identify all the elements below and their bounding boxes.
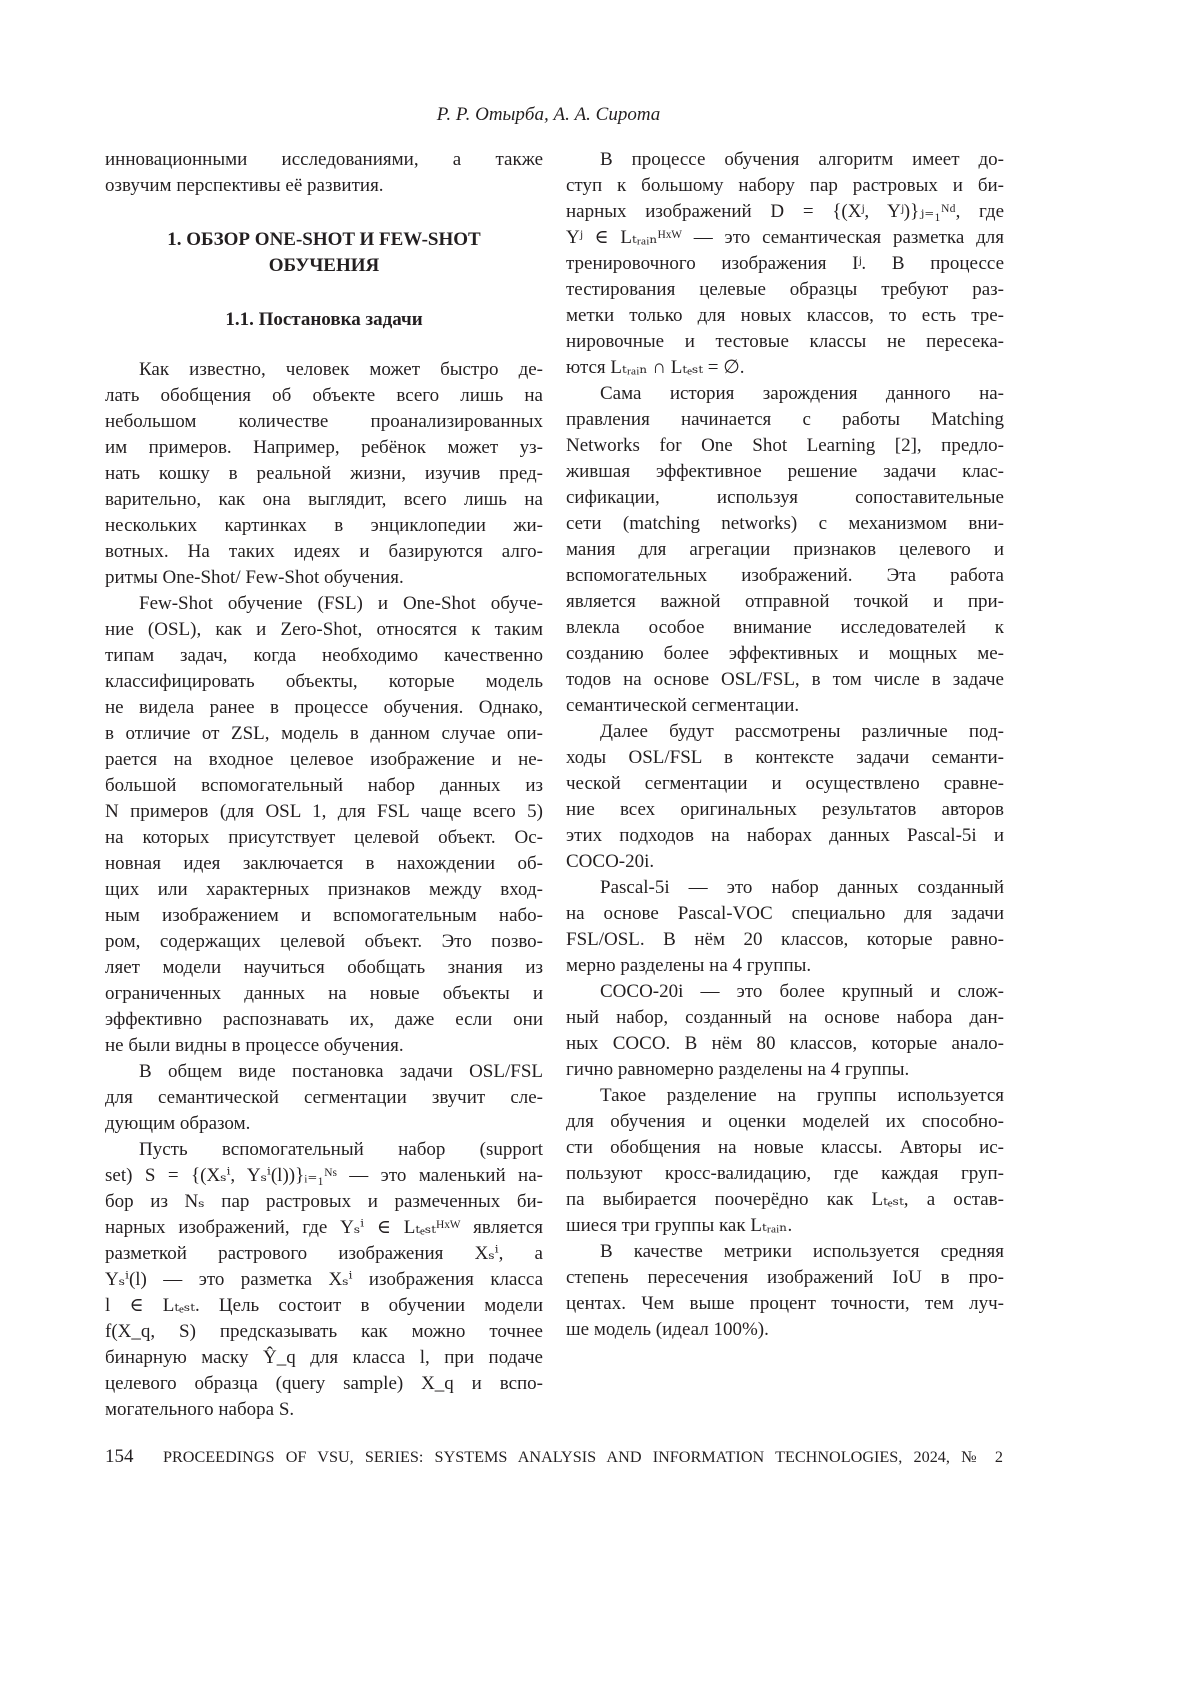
text-line: сти обобщения на новые классы. Авторы ис-: [566, 1135, 1004, 1161]
subsection-title: 1.1. Постановка задачи: [105, 307, 543, 333]
paragraph: [105, 591, 543, 1059]
text-line: степень пересечения изображений IoU в про-: [566, 1265, 1004, 1291]
paragraph: [566, 147, 1004, 381]
text-line: ритмы One-Shot/ Few-Shot обучения.: [105, 565, 543, 591]
text-line: нать кошку в реальной жизни, изучив пред-: [105, 461, 543, 487]
text-line: для семантической сегментации звучит сле-: [105, 1085, 543, 1111]
section-title-line: ОБУЧЕНИЯ: [105, 253, 543, 279]
text-line: l ∈ Lₜₑₛₜ. Цель состоит в обучении модели: [105, 1293, 543, 1319]
paragraph: [566, 875, 1004, 979]
text-line: созданию более эффективных и мощных ме-: [566, 641, 1004, 667]
text-line: вспомогательных изображений. Эта работа: [566, 563, 1004, 589]
text-line: Как известно, человек может быстро де-: [105, 357, 543, 383]
text-line: большой вспомогательный набор данных из: [105, 773, 543, 799]
text-line: set) S = {(Xₛⁱ, Yₛⁱ(l))}ᵢ₌₁ᴺˢ — это маленький на-: [105, 1163, 543, 1189]
running-head-authors: Р. Р. Отырба, А. А. Сирота: [0, 104, 1097, 126]
text-line: ный набор, созданный на основе набора дан-: [566, 1005, 1004, 1031]
text-line: правления начинается с работы Matching: [566, 407, 1004, 433]
text-line: N примеров (для OSL 1, для FSL чаще всего 5): [105, 799, 543, 825]
text-line: Такое разделение на группы используется: [566, 1083, 1004, 1109]
text-line: В качестве метрики используется средняя: [566, 1239, 1004, 1265]
text-line: щих или характерных признаков между вход-: [105, 877, 543, 903]
text-line: сети (matching networks) с механизмом вни-: [566, 511, 1004, 537]
text-line: ром, содержащих целевой объект. Это позво-: [105, 929, 543, 955]
text-line: тодов на основе OSL/FSL, в том числе в задаче: [566, 667, 1004, 693]
text-line: дующим образом.: [105, 1111, 543, 1137]
text-line: ступ к большому набору пар растровых и би-: [566, 173, 1004, 199]
text-line: метки только для новых классов, то есть тре-: [566, 303, 1004, 329]
section-title-line: 1. ОБЗОР ONE-SHOT И FEW-SHOT: [105, 227, 543, 253]
text-line: не были видны в процессе обучения.: [105, 1033, 543, 1059]
text-line: семантической сегментации.: [566, 693, 1004, 719]
page-number: 154: [105, 1446, 134, 1468]
text-line: влекла особое внимание исследователей к: [566, 615, 1004, 641]
text-line: ются Lₜᵣₐᵢₙ ∩ Lₜₑₛₜ = ∅.: [566, 355, 1004, 381]
right-column-body: [566, 147, 1004, 1343]
text-line: па выбирается поочерёдно как Lₜₑₛₜ, а остав-: [566, 1187, 1004, 1213]
paragraph: [566, 1083, 1004, 1239]
text-line: гично равномерно разделены на 4 группы.: [566, 1057, 1004, 1083]
section-title: [105, 227, 543, 279]
text-line: COCO-20i.: [566, 849, 1004, 875]
text-line: ше модель (идеал 100%).: [566, 1317, 1004, 1343]
text-line: разметкой растрового изображения Xₛⁱ, а: [105, 1241, 543, 1267]
text-line: нарных изображений D = {(Xʲ, Yʲ)}ⱼ₌₁ᴺᵈ, где: [566, 199, 1004, 225]
text-line: тренировочного изображения Iʲ. В процессе: [566, 251, 1004, 277]
text-line: эффективно распознавать их, даже если они: [105, 1007, 543, 1033]
text-line: ние (OSL), как и Zero-Shot, относятся к таким: [105, 617, 543, 643]
text-line: новная идея заключается в нахождении об-: [105, 851, 543, 877]
paragraph: [566, 1239, 1004, 1343]
text-line: тестирования целевые образцы требуют раз-: [566, 277, 1004, 303]
text-line: жившая эффективное решение задачи клас-: [566, 459, 1004, 485]
text-line: Networks for One Shot Learning [2], предло-: [566, 433, 1004, 459]
text-line: является важной отправной точкой и при-: [566, 589, 1004, 615]
text-line: инновационными исследованиями, а также: [105, 147, 543, 173]
text-line: Пусть вспомогательный набор (support: [105, 1137, 543, 1163]
text-line: им примеров. Например, ребёнок может уз-: [105, 435, 543, 461]
text-line: вотных. На таких идеях и базируются алго-: [105, 539, 543, 565]
text-line: небольшом количестве проанализированных: [105, 409, 543, 435]
text-line: Yʲ ∈ Lₜᵣₐᵢₙᴴˣᵂ — это семантическая разметка для: [566, 225, 1004, 251]
text-line: нировочные и тестовые классы не пересека-: [566, 329, 1004, 355]
text-line: на которых присутствует целевой объект. Ос-: [105, 825, 543, 851]
paragraph: [566, 719, 1004, 875]
text-line: Yₛⁱ(l) — это разметка Xₛⁱ изображения класса: [105, 1267, 543, 1293]
text-line: COCO-20i — это более крупный и слож-: [566, 979, 1004, 1005]
text-line: ограниченных данных на новые объекты и: [105, 981, 543, 1007]
left-column-body: [105, 357, 543, 1423]
text-line: в отличие от ZSL, модель в данном случае опи-: [105, 721, 543, 747]
text-line: В процессе обучения алгоритм имеет до-: [566, 147, 1004, 173]
text-line: могательного набора S.: [105, 1397, 543, 1423]
text-line: f(X_q, S) предсказывать как можно точнее: [105, 1319, 543, 1345]
text-line: типам задач, когда необходимо качественно: [105, 643, 543, 669]
paragraph: [105, 1137, 543, 1423]
text-line: шиеся три группы как Lₜᵣₐᵢₙ.: [566, 1213, 1004, 1239]
paragraph: [566, 381, 1004, 719]
text-line: В общем виде постановка задачи OSL/FSL: [105, 1059, 543, 1085]
text-line: FSL/OSL. В нём 20 классов, которые равно-: [566, 927, 1004, 953]
left-column-intro: [105, 147, 543, 199]
text-line: озвучим перспективы её развития.: [105, 173, 543, 199]
text-line: мания для агрегации признаков целевого и: [566, 537, 1004, 563]
text-line: для обучения и оценки моделей их способно-: [566, 1109, 1004, 1135]
text-line: мерно разделены на 4 группы.: [566, 953, 1004, 979]
text-line: ние всех оригинальных результатов авторов: [566, 797, 1004, 823]
text-line: варительно, как она выглядит, всего лишь на: [105, 487, 543, 513]
paragraph: [105, 1059, 543, 1137]
text-line: этих подходов на наборах данных Pascal-5i и: [566, 823, 1004, 849]
text-line: Few-Shot обучение (FSL) и One-Shot обуче-: [105, 591, 543, 617]
text-line: ходы OSL/FSL в контексте задачи семанти-: [566, 745, 1004, 771]
text-line: бинарную маску Ŷ_q для класса l, при подаче: [105, 1345, 543, 1371]
paragraph: [105, 357, 543, 591]
journal-footer: PROCEEDINGS OF VSU, SERIES: SYSTEMS ANALYSIS AND INFORMATION TECHNOLOGIES, 2024, № 2: [163, 1448, 1003, 1467]
text-line: нескольких картинках в энциклопедии жи-: [105, 513, 543, 539]
text-line: ных COCO. В нём 80 классов, которые анало-: [566, 1031, 1004, 1057]
text-line: нарных изображений, где Yₛⁱ ∈ Lₜₑₛₜᴴˣᵂ является: [105, 1215, 543, 1241]
text-line: центах. Чем выше процент точности, тем луч-: [566, 1291, 1004, 1317]
text-line: пользуют кросс-валидацию, где каждая груп-: [566, 1161, 1004, 1187]
text-line: ным изображением и вспомогательным набо-: [105, 903, 543, 929]
text-line: ляет модели научиться обобщать знания из: [105, 955, 543, 981]
text-line: классифицировать объекты, которые модель: [105, 669, 543, 695]
text-line: бор из Nₛ пар растровых и размеченных би-: [105, 1189, 543, 1215]
text-line: Pascal-5i — это набор данных созданный: [566, 875, 1004, 901]
text-line: рается на входное целевое изображение и не-: [105, 747, 543, 773]
text-line: Далее будут рассмотрены различные под-: [566, 719, 1004, 745]
text-line: Сама история зарождения данного на-: [566, 381, 1004, 407]
text-line: сификации, используя сопоставительные: [566, 485, 1004, 511]
text-line: лать обобщения об объекте всего лишь на: [105, 383, 543, 409]
text-line: на основе Pascal-VOC специально для задачи: [566, 901, 1004, 927]
text-line: целевого образца (query sample) X_q и вспо-: [105, 1371, 543, 1397]
paragraph: [566, 979, 1004, 1083]
text-line: ческой сегментации и осуществлено сравне-: [566, 771, 1004, 797]
text-line: не видела ранее в процессе обучения. Однако,: [105, 695, 543, 721]
